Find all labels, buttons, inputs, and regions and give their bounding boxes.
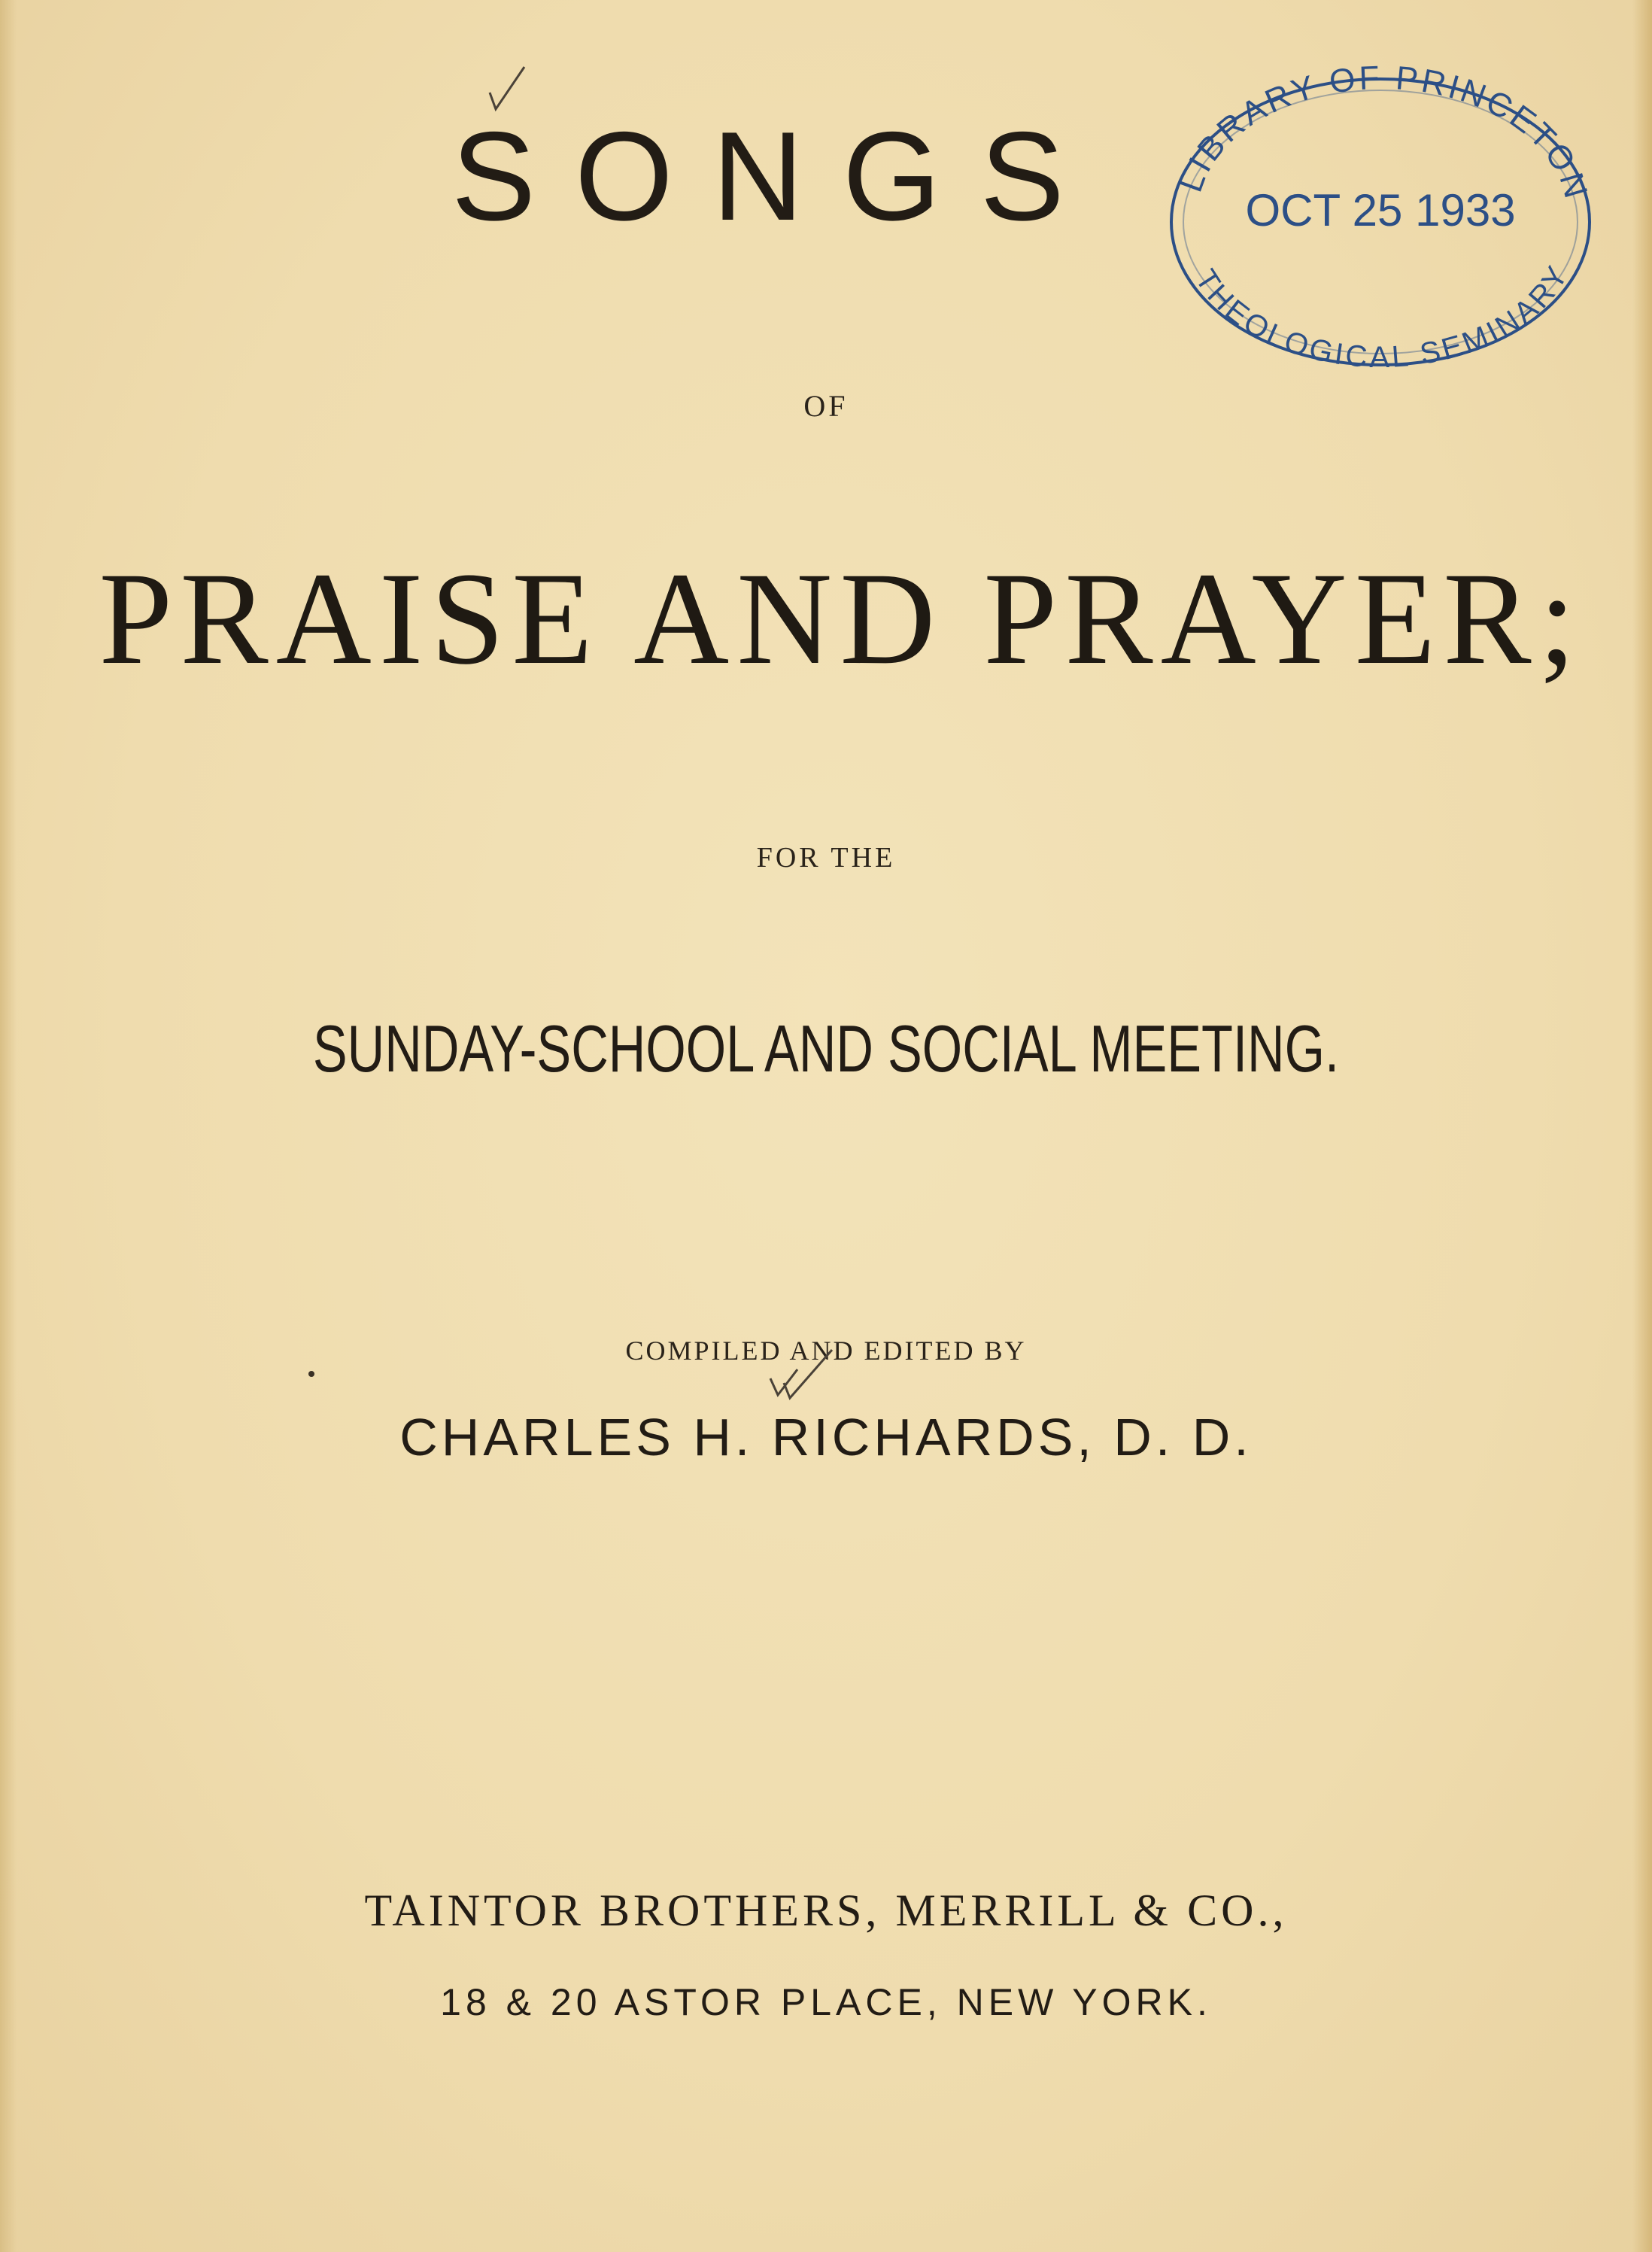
title-praise-and-prayer: PRAISE AND PRAYER; — [99, 546, 1584, 692]
title-songs: SONGS — [451, 105, 1104, 247]
title-for-the: FOR THE — [756, 842, 896, 874]
title-sunday-school: SUNDAY-SCHOOL AND SOCIAL MEETING. — [312, 1011, 1340, 1086]
stamp-top-arc: LIBRARY OF PRINCETON — [1172, 60, 1596, 205]
title-of: OF — [803, 389, 849, 423]
stamp-top-text — [1172, 60, 1595, 205]
stamp-bottom-arc: THEOLOGICAL SEMINARY — [1189, 258, 1576, 374]
pencil-double-check-icon — [767, 1348, 843, 1409]
publisher-name: TAINTOR BROTHERS, MERRILL & CO., — [364, 1886, 1288, 1935]
credit-label: COMPILED AND EDITED BY — [625, 1336, 1027, 1366]
stamp-date: OCT 25 1933 — [1245, 185, 1516, 236]
publisher-address: 18 & 20 ASTOR PLACE, NEW YORK. — [440, 1981, 1212, 2023]
library-stamp — [1155, 60, 1599, 376]
author-name: CHARLES H. RICHARDS, D. D. — [399, 1408, 1253, 1466]
stamp-bottom-text — [1189, 259, 1575, 374]
ink-speck — [308, 1371, 314, 1377]
